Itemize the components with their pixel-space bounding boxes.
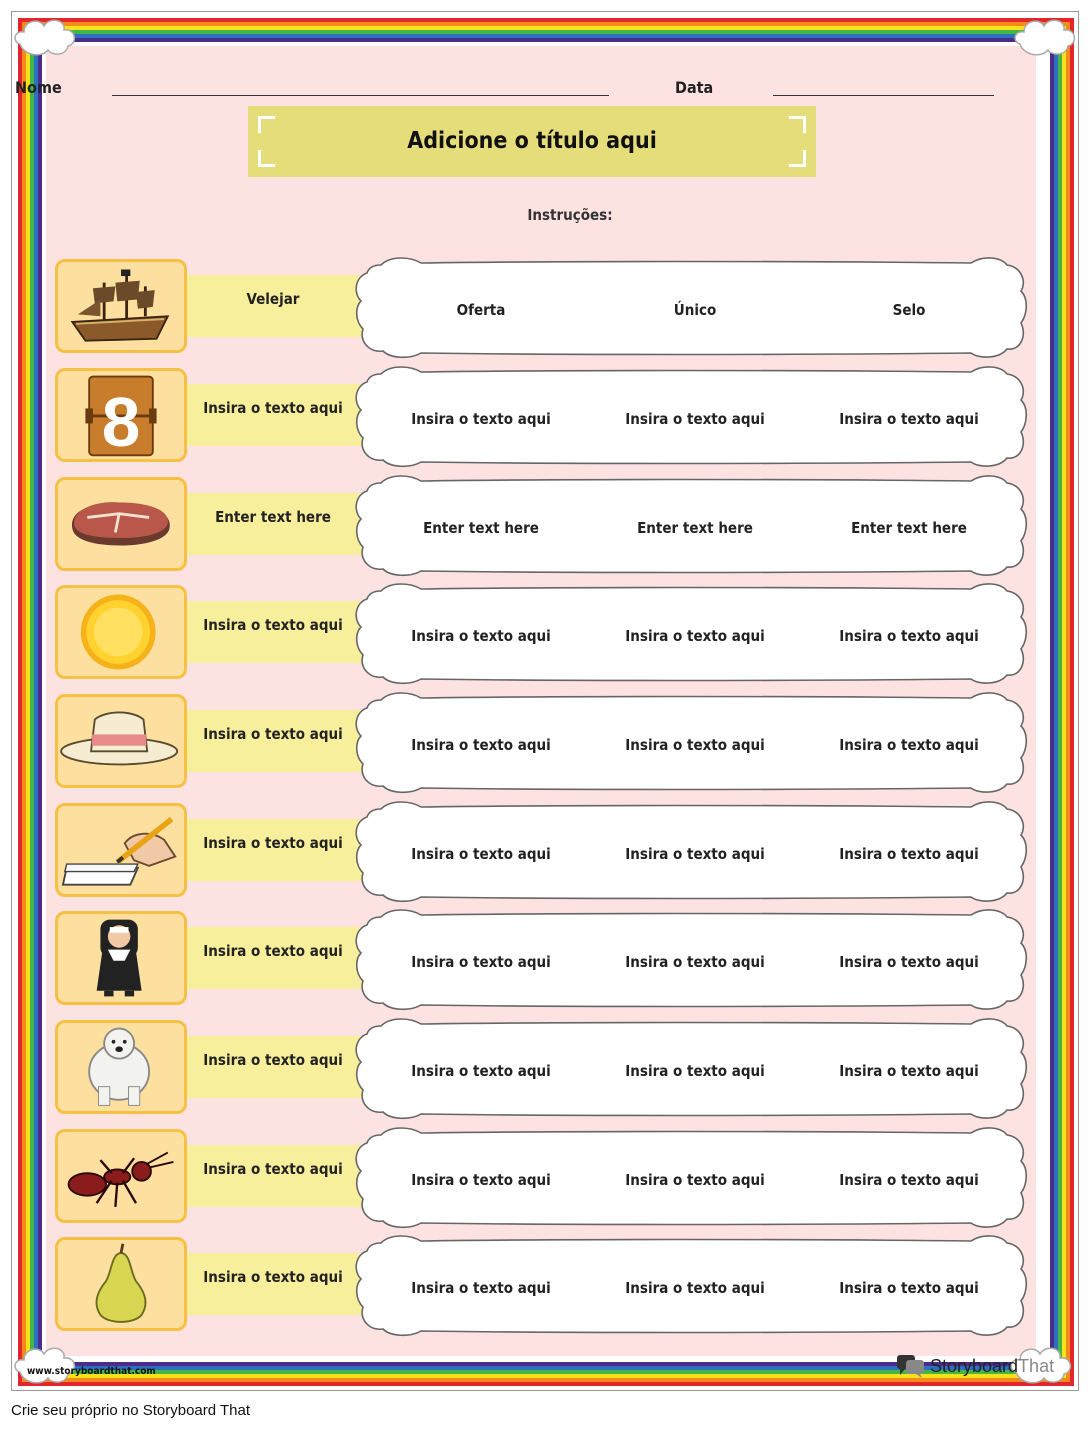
- cell-col-1[interactable]: Oferta: [456, 301, 506, 319]
- cell-col-3[interactable]: Insira o texto aqui: [839, 1171, 979, 1189]
- cell-col-2[interactable]: Insira o texto aqui: [625, 953, 765, 971]
- date-label: Data: [675, 78, 714, 97]
- title-box[interactable]: [248, 106, 816, 177]
- cell-col-1[interactable]: Insira o texto aqui: [411, 736, 551, 754]
- cell-col-2[interactable]: Insira o texto aqui: [625, 845, 765, 863]
- picture-box[interactable]: [55, 368, 187, 462]
- picture-box[interactable]: [55, 259, 187, 353]
- cell-col-1[interactable]: Insira o texto aqui: [411, 953, 551, 971]
- cell-col-2[interactable]: Insira o texto aqui: [625, 1279, 765, 1297]
- picture-box[interactable]: [55, 911, 187, 1005]
- cell-col-2[interactable]: Único: [673, 301, 717, 319]
- speech-bubble-icon: [896, 1354, 926, 1378]
- row-word[interactable]: Enter text here: [215, 508, 331, 526]
- page-title[interactable]: Adicione o título aqui: [407, 128, 657, 154]
- cell-col-2[interactable]: Insira o texto aqui: [625, 410, 765, 428]
- worksheet-row: [55, 259, 1030, 357]
- worksheet-row: [55, 368, 1030, 466]
- row-word[interactable]: Insira o texto aqui: [203, 1268, 343, 1286]
- cell-col-2[interactable]: Insira o texto aqui: [625, 736, 765, 754]
- cell-col-1[interactable]: Enter text here: [423, 519, 539, 537]
- cell-col-3[interactable]: Insira o texto aqui: [839, 736, 979, 754]
- cell-col-3[interactable]: Selo: [892, 301, 926, 319]
- row-word[interactable]: Insira o texto aqui: [203, 616, 343, 634]
- cell-col-1[interactable]: Insira o texto aqui: [411, 1171, 551, 1189]
- cell-col-1[interactable]: Insira o texto aqui: [411, 410, 551, 428]
- picture-box[interactable]: [55, 694, 187, 788]
- corner-cloud-icon: [12, 14, 78, 58]
- cell-col-3[interactable]: Enter text here: [851, 519, 967, 537]
- row-word[interactable]: Insira o texto aqui: [203, 725, 343, 743]
- instructions-label[interactable]: Instruções:: [527, 206, 613, 224]
- picture-box[interactable]: [55, 1237, 187, 1331]
- cell-col-2[interactable]: Insira o texto aqui: [625, 1171, 765, 1189]
- worksheet-row: [55, 1020, 1030, 1118]
- picture-box[interactable]: [55, 1020, 187, 1114]
- cell-col-3[interactable]: Insira o texto aqui: [839, 410, 979, 428]
- cell-col-2[interactable]: Insira o texto aqui: [625, 1062, 765, 1080]
- row-word[interactable]: Insira o texto aqui: [203, 834, 343, 852]
- worksheet-row: [55, 694, 1030, 792]
- cell-col-1[interactable]: Insira o texto aqui: [411, 1279, 551, 1297]
- picture-box[interactable]: [55, 585, 187, 679]
- brand-logo: [896, 1354, 1054, 1378]
- row-word[interactable]: Velejar: [246, 290, 300, 308]
- cell-col-1[interactable]: Insira o texto aqui: [411, 627, 551, 645]
- worksheet-row: [55, 1237, 1030, 1335]
- worksheet-row: [55, 1129, 1030, 1227]
- footer-caption[interactable]: Crie seu próprio no Storyboard That: [11, 1402, 251, 1419]
- cell-col-3[interactable]: Insira o texto aqui: [839, 845, 979, 863]
- row-word[interactable]: Insira o texto aqui: [203, 399, 343, 417]
- cell-col-2[interactable]: Enter text here: [637, 519, 753, 537]
- picture-box[interactable]: [55, 477, 187, 571]
- worksheet-row: [55, 477, 1030, 575]
- name-line[interactable]: [112, 95, 609, 96]
- brand-main: Storyboard: [930, 1355, 1019, 1376]
- cell-col-3[interactable]: Insira o texto aqui: [839, 1062, 979, 1080]
- footer-url: www.storyboardthat.com: [27, 1366, 156, 1377]
- worksheet-row: [55, 911, 1030, 1009]
- picture-box[interactable]: [55, 1129, 187, 1223]
- corner-cloud-icon: [1012, 14, 1078, 58]
- svg-text:8: 8: [101, 382, 141, 459]
- cell-col-3[interactable]: Insira o texto aqui: [839, 953, 979, 971]
- cell-col-3[interactable]: Insira o texto aqui: [839, 1279, 979, 1297]
- cell-col-2[interactable]: Insira o texto aqui: [625, 627, 765, 645]
- date-line[interactable]: [773, 95, 994, 96]
- row-word[interactable]: Insira o texto aqui: [203, 1051, 343, 1069]
- row-word[interactable]: Insira o texto aqui: [203, 942, 343, 960]
- cell-col-1[interactable]: Insira o texto aqui: [411, 845, 551, 863]
- name-label: Nome: [15, 78, 62, 97]
- corner-cloud-icon: [12, 1342, 78, 1386]
- cell-col-1[interactable]: Insira o texto aqui: [411, 1062, 551, 1080]
- worksheet-row: [55, 585, 1030, 683]
- worksheet-row: [55, 803, 1030, 901]
- picture-box[interactable]: [55, 803, 187, 897]
- cell-col-3[interactable]: Insira o texto aqui: [839, 627, 979, 645]
- brand-thin: That: [1018, 1355, 1055, 1376]
- row-word[interactable]: Insira o texto aqui: [203, 1160, 343, 1178]
